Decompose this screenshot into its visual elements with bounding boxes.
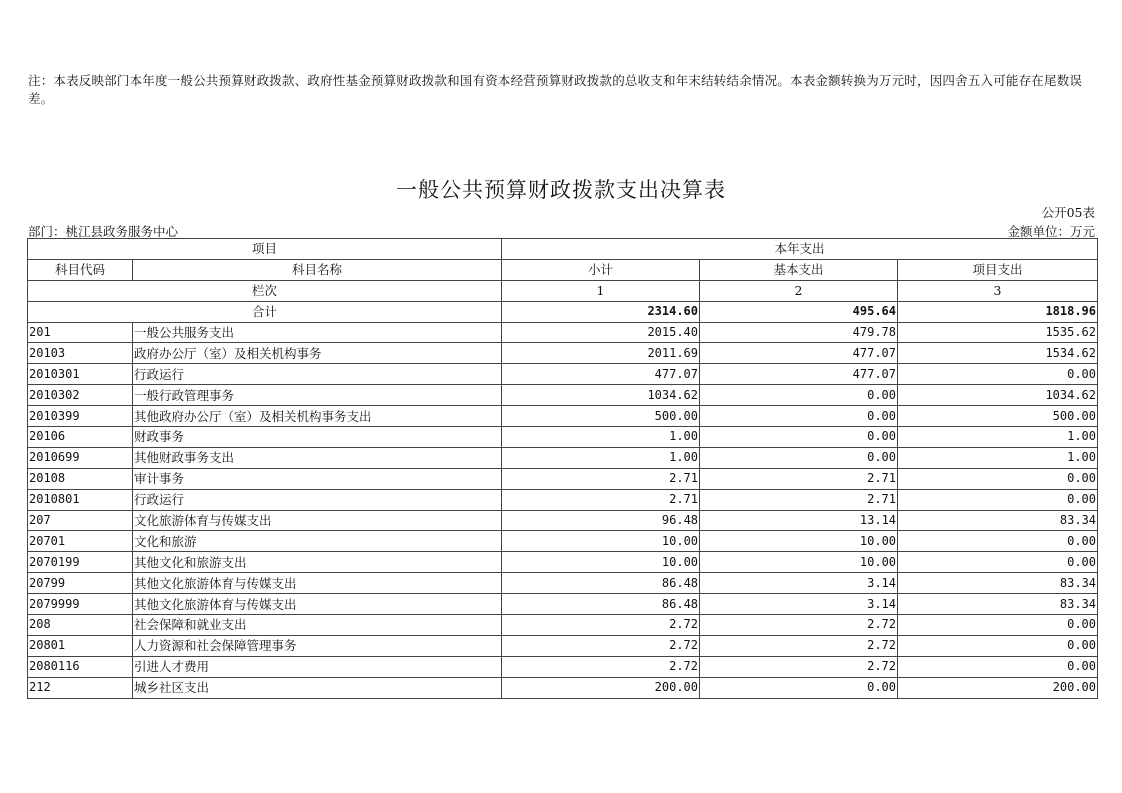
row-code: 201	[28, 322, 133, 343]
row-name: 一般公共服务支出	[133, 322, 502, 343]
total-project: 1818.96	[898, 301, 1098, 322]
total-label: 合计	[28, 301, 502, 322]
row-subtotal: 10.00	[502, 531, 700, 552]
row-basic: 479.78	[700, 322, 898, 343]
total-basic: 495.64	[700, 301, 898, 322]
department-label: 部门：桃江县政务服务中心	[28, 224, 179, 239]
row-project: 0.00	[898, 364, 1098, 385]
total-subtotal: 2314.60	[502, 301, 700, 322]
table-row	[28, 364, 1098, 385]
header-current-year: 本年支出	[502, 239, 1098, 260]
row-project: 1.00	[898, 447, 1098, 468]
row-name: 文化和旅游	[133, 531, 502, 552]
row-basic: 477.07	[700, 364, 898, 385]
row-basic: 10.00	[700, 552, 898, 573]
header-row-2	[28, 259, 1098, 280]
page-title: 一般公共预算财政拨款支出决算表	[396, 178, 726, 202]
row-project: 0.00	[898, 656, 1098, 677]
row-basic: 0.00	[700, 385, 898, 406]
row-code: 2070199	[28, 552, 133, 573]
row-name: 政府办公厅（室）及相关机构事务	[133, 343, 502, 364]
row-subtotal: 10.00	[502, 552, 700, 573]
header-name: 科目名称	[133, 259, 502, 280]
row-code: 20108	[28, 468, 133, 489]
row-code: 2010399	[28, 406, 133, 427]
table-row	[28, 406, 1098, 427]
table-row	[28, 510, 1098, 531]
table-row	[28, 656, 1098, 677]
table-row	[28, 677, 1098, 698]
header-project: 项目	[28, 239, 502, 260]
row-code: 207	[28, 510, 133, 531]
row-subtotal: 1.00	[502, 447, 700, 468]
row-project: 83.34	[898, 573, 1098, 594]
row-subtotal: 2.71	[502, 489, 700, 510]
row-code: 20103	[28, 343, 133, 364]
table-row	[28, 468, 1098, 489]
row-name: 其他文化旅游体育与传媒支出	[133, 594, 502, 615]
row-code: 2010801	[28, 489, 133, 510]
row-name: 财政事务	[133, 427, 502, 448]
table-row	[28, 635, 1098, 656]
amount-unit-label: 金额单位：万元	[1007, 224, 1095, 239]
row-project: 0.00	[898, 468, 1098, 489]
row-project: 500.00	[898, 406, 1098, 427]
row-name: 其他财政事务支出	[133, 447, 502, 468]
table-row	[28, 322, 1098, 343]
row-code: 2010699	[28, 447, 133, 468]
row-subtotal: 2015.40	[502, 322, 700, 343]
row-name: 引进人才费用	[133, 656, 502, 677]
row-name: 审计事务	[133, 468, 502, 489]
row-project: 0.00	[898, 615, 1098, 636]
table-row	[28, 343, 1098, 364]
row-code: 208	[28, 615, 133, 636]
row-project: 0.00	[898, 635, 1098, 656]
row-basic: 0.00	[700, 427, 898, 448]
row-subtotal: 2.72	[502, 635, 700, 656]
row-subtotal: 1034.62	[502, 385, 700, 406]
row-code: 212	[28, 677, 133, 698]
row-basic: 2.71	[700, 468, 898, 489]
column-number-3: 3	[898, 280, 1098, 301]
row-name: 其他文化旅游体育与传媒支出	[133, 573, 502, 594]
row-subtotal: 500.00	[502, 406, 700, 427]
row-basic: 3.14	[700, 594, 898, 615]
table-row	[28, 489, 1098, 510]
row-project: 83.34	[898, 594, 1098, 615]
column-number-row	[28, 280, 1098, 301]
row-subtotal: 86.48	[502, 573, 700, 594]
table-row	[28, 427, 1098, 448]
row-basic: 477.07	[700, 343, 898, 364]
row-basic: 2.71	[700, 489, 898, 510]
table-row	[28, 447, 1098, 468]
row-name: 一般行政管理事务	[133, 385, 502, 406]
row-name: 其他政府办公厅（室）及相关机构事务支出	[133, 406, 502, 427]
row-subtotal: 477.07	[502, 364, 700, 385]
header-project-expenditure: 项目支出	[898, 259, 1098, 280]
row-name: 人力资源和社会保障管理事务	[133, 635, 502, 656]
column-number-label: 栏次	[28, 280, 502, 301]
row-code: 2010302	[28, 385, 133, 406]
row-name: 行政运行	[133, 489, 502, 510]
row-basic: 2.72	[700, 615, 898, 636]
row-code: 20801	[28, 635, 133, 656]
row-code: 20106	[28, 427, 133, 448]
row-project: 1534.62	[898, 343, 1098, 364]
header-basic: 基本支出	[700, 259, 898, 280]
table-row	[28, 531, 1098, 552]
row-basic: 0.00	[700, 406, 898, 427]
row-basic: 3.14	[700, 573, 898, 594]
row-code: 2010301	[28, 364, 133, 385]
row-subtotal: 1.00	[502, 427, 700, 448]
table-row	[28, 594, 1098, 615]
row-subtotal: 96.48	[502, 510, 700, 531]
row-project: 0.00	[898, 489, 1098, 510]
row-name: 文化旅游体育与传媒支出	[133, 510, 502, 531]
table-row	[28, 615, 1098, 636]
row-code: 20701	[28, 531, 133, 552]
row-basic: 2.72	[700, 656, 898, 677]
row-code: 2079999	[28, 594, 133, 615]
row-name: 城乡社区支出	[133, 677, 502, 698]
row-code: 20799	[28, 573, 133, 594]
form-number: 公开05表	[1041, 205, 1095, 220]
row-basic: 10.00	[700, 531, 898, 552]
row-basic: 0.00	[700, 677, 898, 698]
row-name: 行政运行	[133, 364, 502, 385]
column-number-1: 1	[502, 280, 700, 301]
row-subtotal: 2011.69	[502, 343, 700, 364]
header-row-1	[28, 239, 1098, 260]
row-basic: 2.72	[700, 635, 898, 656]
total-row	[28, 301, 1098, 322]
row-name: 社会保障和就业支出	[133, 615, 502, 636]
row-project: 1034.62	[898, 385, 1098, 406]
row-code: 2080116	[28, 656, 133, 677]
table-row	[28, 385, 1098, 406]
table-row	[28, 552, 1098, 573]
row-name: 其他文化和旅游支出	[133, 552, 502, 573]
row-basic: 13.14	[700, 510, 898, 531]
row-subtotal: 200.00	[502, 677, 700, 698]
row-project: 1535.62	[898, 322, 1098, 343]
row-subtotal: 2.71	[502, 468, 700, 489]
row-subtotal: 86.48	[502, 594, 700, 615]
table-note: 注：本表反映部门本年度一般公共预算财政拨款、政府性基金预算财政拨款和国有资本经营预算财政拨款的总收支和年末结转结余情况。本表金额转换为万元时，因四舍五入可能存在尾数误差。	[28, 73, 1083, 106]
row-project: 200.00	[898, 677, 1098, 698]
row-subtotal: 2.72	[502, 656, 700, 677]
row-project: 83.34	[898, 510, 1098, 531]
row-basic: 0.00	[700, 447, 898, 468]
column-number-2: 2	[700, 280, 898, 301]
row-project: 1.00	[898, 427, 1098, 448]
row-subtotal: 2.72	[502, 615, 700, 636]
table-row	[28, 573, 1098, 594]
row-project: 0.00	[898, 531, 1098, 552]
row-project: 0.00	[898, 552, 1098, 573]
expenditure-table	[27, 238, 1098, 699]
header-code: 科目代码	[28, 259, 133, 280]
header-subtotal: 小计	[502, 259, 700, 280]
